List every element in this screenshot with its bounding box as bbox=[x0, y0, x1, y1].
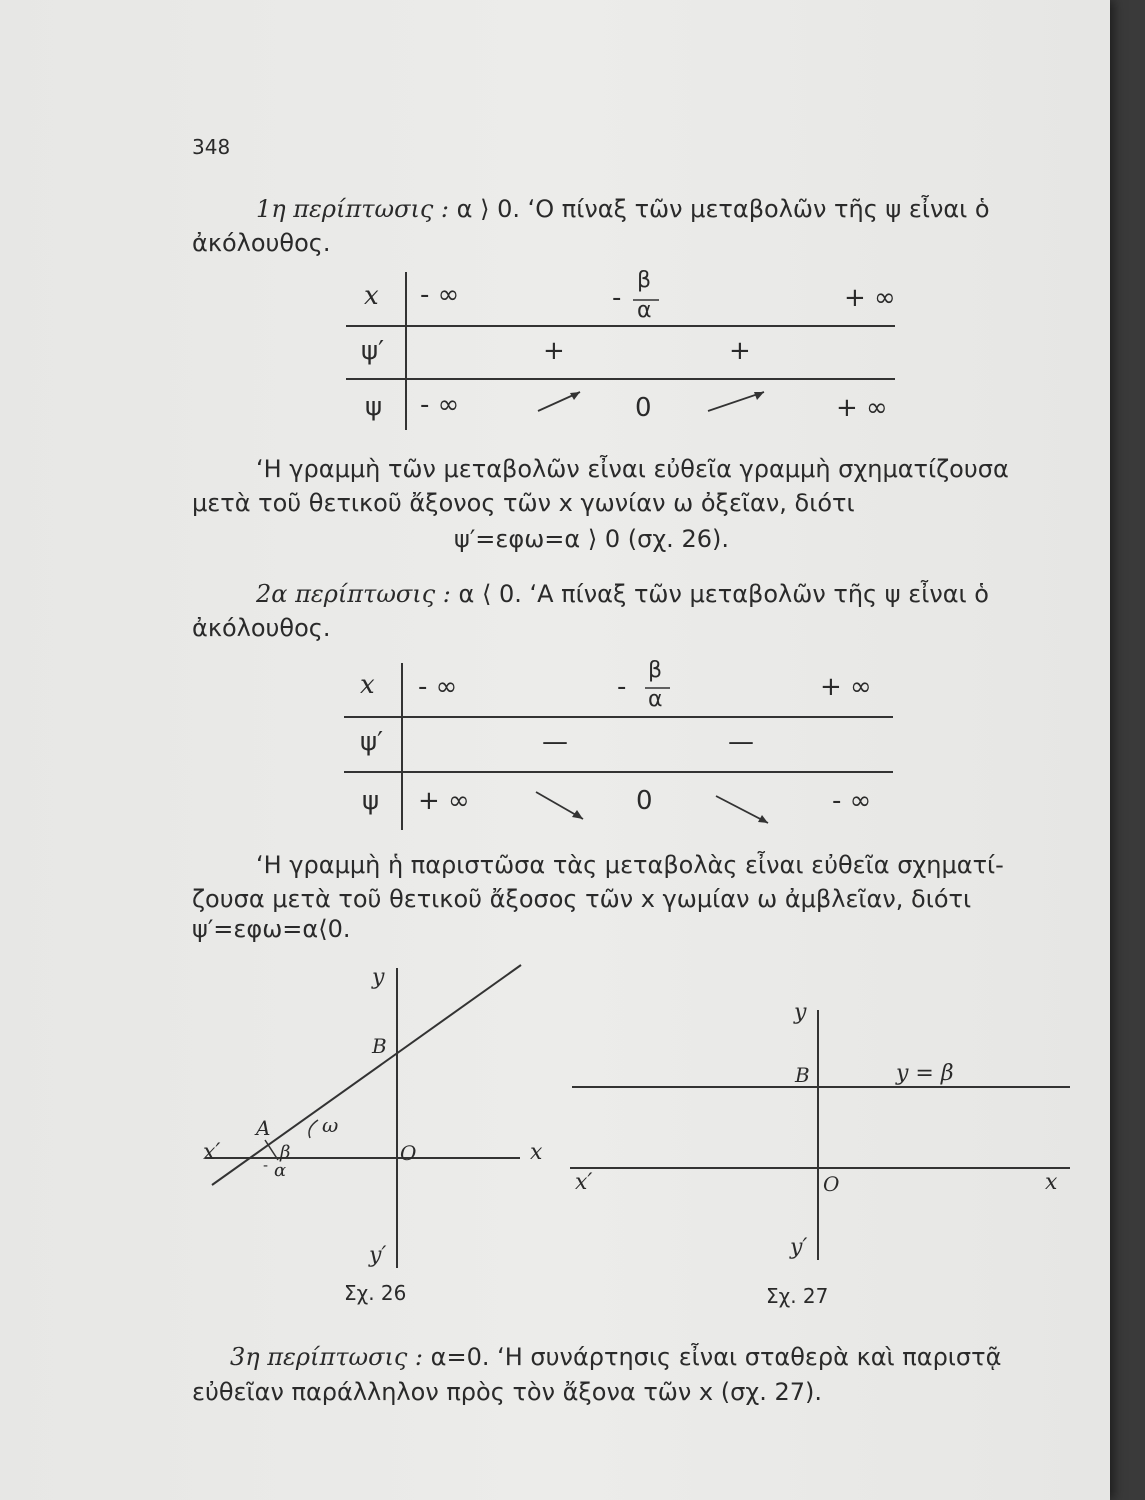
para2-line1: ʻΗ γραμμὴ ἡ παριστῶσα τὰς μεταβολὰς εἶναι εὐθεῖα σχηματί- bbox=[256, 851, 1004, 879]
table2-x-c2-minus: - bbox=[617, 672, 627, 702]
fig26-omega-label: ω bbox=[322, 1113, 339, 1137]
case1-label: 1η περίπτωσις : bbox=[256, 195, 450, 223]
fig27-yprime-label: y′ bbox=[790, 1235, 808, 1260]
table1-x-c2-minus: - bbox=[612, 283, 622, 313]
table1-dpsi-c1: + bbox=[543, 336, 565, 366]
fig26-b-label: B bbox=[372, 1034, 387, 1058]
case3-line2: εὐθεῖαν παράλληλον πρὸς τὸν ἄξονα τῶν x (σχ. 27). bbox=[192, 1378, 822, 1406]
fig27-equation: y = β bbox=[896, 1061, 954, 1086]
para1-line3: ψ′=εφω=α ⟩ 0 (σχ. 26). bbox=[454, 525, 729, 553]
fig27-caption: Σχ. 27 bbox=[766, 1284, 829, 1308]
page-number: 348 bbox=[192, 135, 231, 159]
table1-x-label: x bbox=[364, 281, 379, 311]
fig26-xprime-label: x′ bbox=[203, 1140, 221, 1165]
table2-dpsi-label: ψ′ bbox=[360, 727, 384, 757]
table2-psi-c2: 0 bbox=[636, 786, 653, 816]
table2-psi-label: ψ bbox=[362, 786, 380, 816]
table1-x-c2-num: β bbox=[637, 268, 652, 293]
table1-x-c3: + ∞ bbox=[844, 283, 896, 313]
case3-text: α=0. ʻΗ συνάρτησις εἶναι σταθερὰ καὶ παριστᾷ bbox=[430, 1343, 1002, 1371]
fig26-alpha-label: α bbox=[274, 1160, 287, 1181]
table2-psi-c3: - ∞ bbox=[832, 786, 872, 816]
case2-label: 2α περίπτωσις : bbox=[256, 580, 451, 608]
fig27-origin-label: O bbox=[823, 1172, 840, 1196]
table2-x-c2-den: α bbox=[648, 687, 663, 712]
table2-x-c2-num: β bbox=[648, 658, 663, 683]
fig27-xprime-label: x′ bbox=[575, 1170, 593, 1195]
table2-dpsi-c1: — bbox=[542, 727, 568, 757]
case3-label: 3η περίπτωσις : bbox=[230, 1343, 424, 1371]
table1-psi-c2: 0 bbox=[635, 393, 652, 423]
fig27-y-label: y bbox=[794, 1000, 807, 1025]
fig27-b-label: B bbox=[795, 1063, 810, 1087]
table1-dpsi-c2: + bbox=[729, 336, 751, 366]
fig26-x-label: x bbox=[530, 1140, 543, 1165]
fig26-origin-label: O bbox=[400, 1141, 417, 1165]
fig26-beta-label: β bbox=[280, 1142, 291, 1163]
table2-psi-c1: + ∞ bbox=[418, 786, 470, 816]
para1-line2: μετὰ τοῦ θετικοῦ ἄξονος τῶν x γωνίαν ω ὀξεῖαν, διότι bbox=[192, 489, 855, 517]
table1-psi-label: ψ bbox=[365, 392, 383, 422]
fig26-y-label: y bbox=[372, 965, 385, 990]
table2-dpsi-c2: — bbox=[728, 727, 754, 757]
fig26-a-label: A bbox=[256, 1116, 271, 1140]
para2-line2: ζουσα μετὰ τοῦ θετικοῦ ἄξοσος τῶν x γωμίαν ω ἀμβλεῖαν, διότι bbox=[192, 885, 972, 913]
table2-x-label: x bbox=[360, 670, 375, 700]
table1-psi-c3: + ∞ bbox=[836, 393, 888, 423]
table1-psi-c1: - ∞ bbox=[420, 390, 460, 420]
para2-line3: ψ′=εφω=α⟨0. bbox=[192, 915, 351, 943]
fig26-yprime-label: y′ bbox=[369, 1243, 387, 1268]
case3-line1 bbox=[230, 1340, 1001, 1374]
case1-text: α ⟩ 0. ʻΟ πίναξ τῶν μεταβολῶν τῆς ψ εἶναι ὁ bbox=[456, 195, 990, 223]
case2-line2: ἀκόλουθος. bbox=[192, 614, 331, 642]
fig27-x-label: x bbox=[1045, 1170, 1058, 1195]
fig26-minus: - bbox=[263, 1158, 269, 1174]
para1-line1: ʻΗ γραμμὴ τῶν μεταβολῶν εἶναι εὐθεῖα γραμμὴ σχηματίζουσα bbox=[256, 455, 1009, 483]
table2-x-c1: - ∞ bbox=[418, 672, 458, 702]
fig26-caption: Σχ. 26 bbox=[344, 1281, 407, 1305]
table1-x-c2-den: α bbox=[637, 298, 652, 323]
table1-x-c1: - ∞ bbox=[420, 280, 460, 310]
case2-text: α ⟨ 0. ʻΑ πίναξ τῶν μεταβολῶν τῆς ψ εἶναι ὁ bbox=[458, 580, 989, 608]
table1-dpsi-label: ψ′ bbox=[361, 336, 385, 366]
case1-line2: ἀκόλουθος. bbox=[192, 229, 331, 257]
table2-x-c3: + ∞ bbox=[820, 672, 872, 702]
